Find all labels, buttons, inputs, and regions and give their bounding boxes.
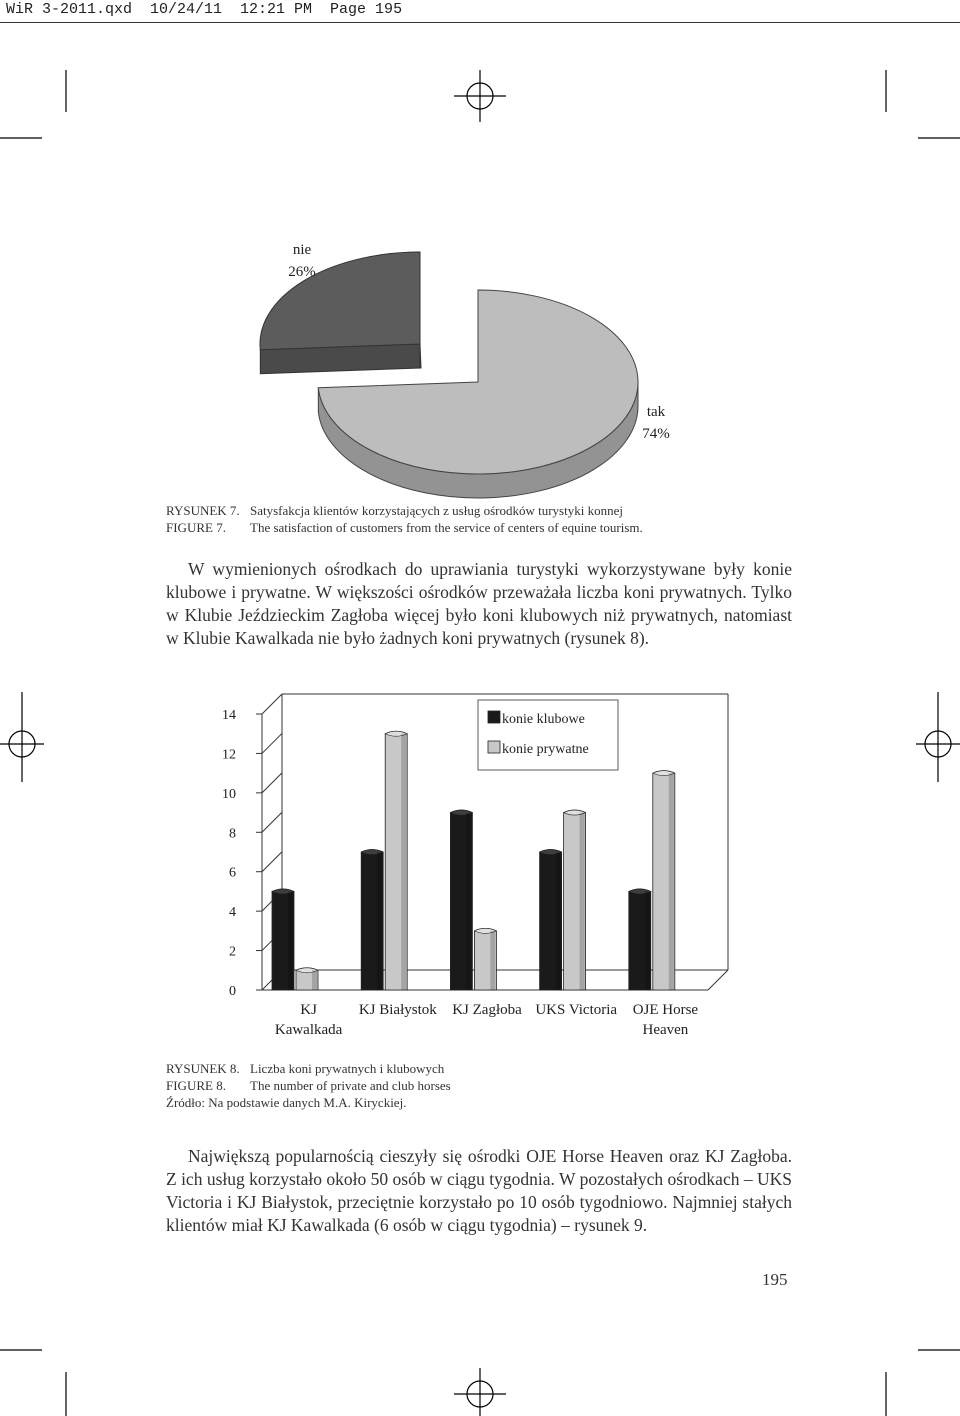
wall-diagonal <box>262 694 282 714</box>
pie-value-tak: 74% <box>642 426 670 442</box>
legend-swatch <box>488 711 500 723</box>
legend-label: konie prywatne <box>502 742 589 757</box>
figure-7-caption-en: The satisfaction of customers from the service of centers of equine tourism. <box>250 520 643 535</box>
chart-legend <box>478 700 618 770</box>
print-slug-text: WiR 3-2011.qxd 10/24/11 12:21 PM Page 195 <box>6 1 403 18</box>
y-tick-label: 8 <box>229 826 236 842</box>
y-tick-label: 10 <box>222 786 236 802</box>
x-category-label: OJE Horse <box>632 1002 699 1018</box>
figure-8-label-en: FIGURE 8. <box>166 1078 226 1093</box>
pie-value-nie: 26% <box>288 264 316 280</box>
x-category-label: KJ <box>300 1002 317 1018</box>
paragraph-popularity <box>166 1145 792 1237</box>
x-category-label: KJ Zagłoba <box>452 1002 522 1018</box>
pie-label-tak: tak <box>646 404 666 420</box>
x-category-label: Kawalkada <box>274 1022 343 1038</box>
figure-8-caption-en: The number of private and club horses <box>250 1078 451 1093</box>
figure-8-caption-pl: Liczba koni prywatnych i klubowych <box>250 1061 445 1076</box>
x-category-label: Heaven <box>642 1022 689 1038</box>
bar-prywatne-shade <box>580 813 585 990</box>
pie-label-nie: nie <box>292 242 312 258</box>
paragraph-popularity-text: Największą popularnością cieszyły się ośrodki OJE Horse Heaven oraz KJ Zagłoba. Z ich usług korzystało około 50 osób w ciągu tygodnia. W pozostałych ośrodkach – UKS Victoria i KJ Białystok, przeciętnie korzystało po 10 osób tygodniowo. Najmniej stałych klientów miał KJ Kawalkada (6 osób w ciągu tygodnia) – rysunek 9. <box>166 1146 792 1235</box>
bar-klubowe-shade <box>556 852 561 990</box>
figure-7-label-en: FIGURE 7. <box>166 520 226 535</box>
chart-floor-right <box>708 970 728 990</box>
wall-diagonal <box>262 812 282 832</box>
bar-klubowe-shade <box>645 891 650 990</box>
wall-diagonal <box>262 852 282 872</box>
legend-label: konie klubowe <box>502 712 585 727</box>
bar-klubowe-shade <box>288 891 293 990</box>
x-category-label: KJ Białystok <box>358 1002 437 1018</box>
y-tick-label: 12 <box>222 747 236 763</box>
bar-prywatne-shade <box>312 970 317 990</box>
figure-8-source: Źródło: Na podstawie danych M.A. Kiryckiej. <box>166 1095 407 1110</box>
y-tick-label: 14 <box>222 708 236 723</box>
figure-7-label-pl: RYSUNEK 7. <box>166 503 240 518</box>
wall-diagonal <box>262 773 282 793</box>
paragraph-horses-text: W wymienionych ośrodkach do uprawiania turystyki wykorzystywane były konie klubowe i prywatne. W większości ośrodków przeważała liczba koni prywatnych. Tylko w Klubie Jeździeckim Zagłoba więcej było koni klubowych niż prywatnych, natomiast w Klubie Kawalkada nie było żadnych koni prywatnych (rysunek 8). <box>166 559 792 648</box>
page-number: 195 <box>762 1270 788 1289</box>
wall-diagonal <box>262 733 282 753</box>
y-tick-label: 6 <box>229 865 236 881</box>
legend-swatch <box>488 741 500 753</box>
x-category-label: UKS Victoria <box>535 1002 618 1018</box>
y-tick-label: 2 <box>229 944 236 960</box>
bar-prywatne-shade <box>669 773 674 990</box>
bar-prywatne-shade <box>401 734 406 990</box>
figure-8-caption <box>166 1060 451 1111</box>
figure-7-caption-pl: Satysfakcja klientów korzystających z usług ośrodków turystyki konnej <box>250 503 623 518</box>
bar-klubowe-shade <box>377 852 382 990</box>
y-tick-label: 0 <box>229 984 236 999</box>
figure-8-label-pl: RYSUNEK 8. <box>166 1061 240 1076</box>
bar-klubowe-shade <box>466 813 471 990</box>
y-tick-label: 4 <box>229 905 236 921</box>
bar-prywatne-shade <box>490 931 495 990</box>
